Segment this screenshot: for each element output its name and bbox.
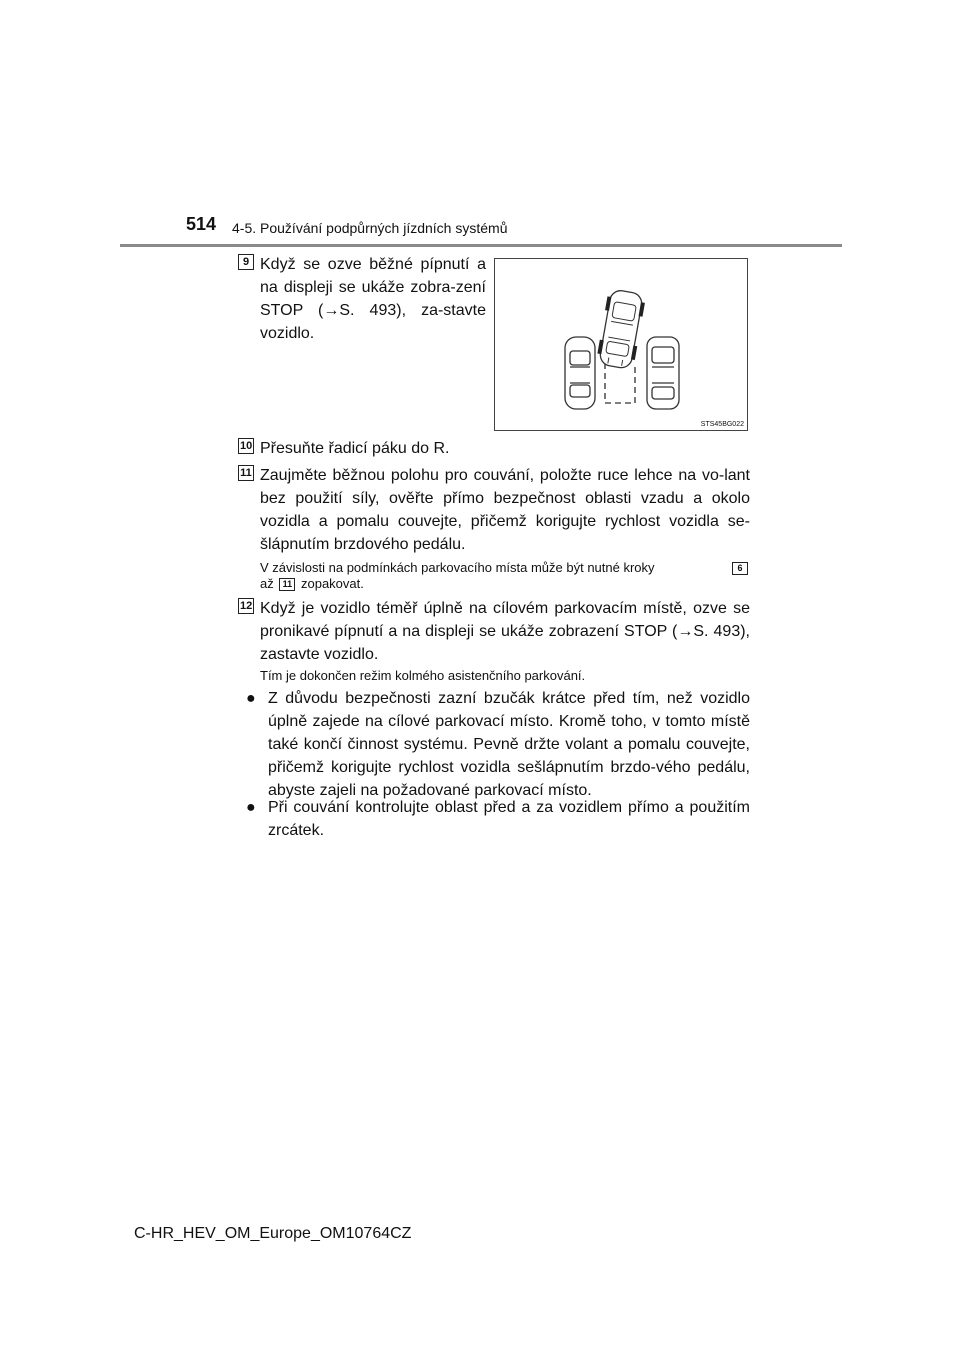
bullet-text: Při couvání kontrolujte oblast před a za vozidlem přímo a použitím zrcátek.: [268, 799, 750, 839]
step-11-text: Zaujměte běžnou polohu pro couvání, položte ruce lehce na vo-lant bez použití síly, ověřte přímo bezpečnost oblasti vzadu a okolo vozidla a pomalu couvejte, přičemž korigujte rychlost vozidla se-šlápnutím brzdového pedálu.: [260, 467, 750, 553]
step-badge-10: 10: [240, 440, 253, 452]
step-12-text: Když je vozidlo téměř úplně na cílovém parkovacím místě, ozve se pronikavé pípnutí a na displeji se ukáže zobrazení STOP (→S. 493), zastavte vozidlo.: [260, 600, 750, 663]
step-ref-6: 6: [732, 562, 748, 575]
parking-illustration: [494, 258, 748, 431]
step-badge-12: 12: [240, 600, 253, 612]
step-ref-11: 11: [279, 578, 295, 591]
parked-car-right: [647, 337, 679, 409]
note-repeat-text: V závislosti na podmínkách parkovacího místa může být nutné kroky: [260, 560, 655, 575]
bullet-item: [246, 687, 750, 802]
section-title: 4-5. Používání podpůrných jízdních systémů: [232, 220, 508, 236]
note-repeat-az: až: [260, 576, 274, 591]
step-10-text: Přesuňte řadicí páku do R.: [260, 440, 450, 457]
maneuvering-car: [596, 288, 647, 369]
step-badge-11: 11: [238, 465, 254, 481]
target-parking-space: [605, 363, 635, 403]
bullet-icon: ●: [246, 799, 256, 816]
bullet-text: Z důvodu bezpečnosti zazní bzučák krátce před tím, než vozidlo úplně zajede na cílové parkovací místo. Kromě toho, v tomto místě také končí činnost systému. Pevně držte volant a pomalu couvejte, přičemž korigujte rychlost vozidla sešlápnutím brzdo-vého pedálu, abyste zajeli na požadované parkovací místo.: [268, 690, 750, 799]
bullet-icon: ●: [246, 690, 256, 707]
note-repeat-steps: [260, 560, 750, 592]
parked-car-left: [565, 337, 595, 409]
header-rule: [120, 244, 842, 247]
perpendicular-parking-diagram: [495, 259, 747, 430]
note-repeat-after: zopakovat.: [300, 576, 364, 591]
step-9-text: Když se ozve běžné pípnutí a na displeji se ukáže zobra-zení STOP (→S. 493), za-stavte vozidlo.: [260, 256, 486, 342]
step-badge-9: 9: [238, 254, 254, 270]
document-code-footer: C-HR_HEV_OM_Europe_OM10764CZ: [134, 1225, 412, 1242]
note-done: Tím je dokončen režim kolmého asistenčního parkování.: [260, 668, 586, 683]
page-number: 514: [186, 214, 217, 234]
bullet-item: [246, 796, 750, 842]
figure-code: STS45BG022: [700, 421, 744, 428]
